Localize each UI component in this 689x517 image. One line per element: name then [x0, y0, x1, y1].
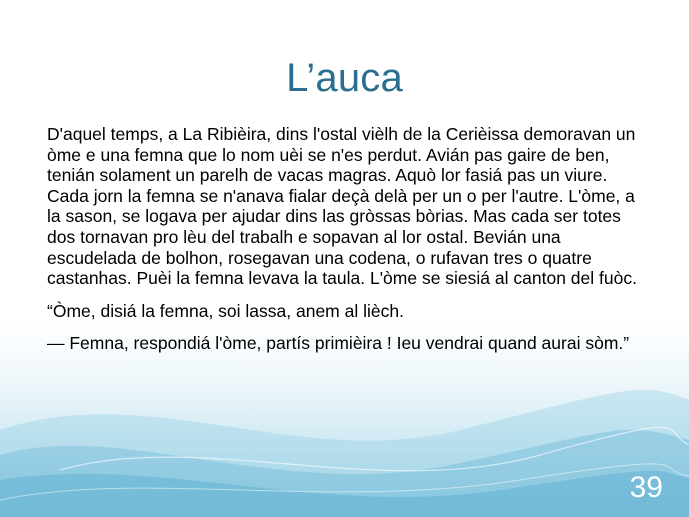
page-number: 39 [629, 471, 663, 504]
paragraph-quote-wife: “Òme, disiá la femna, soi lassa, anem al lièch. [47, 300, 404, 321]
paragraph-quote-husband: — Femna, respondiá l'òme, partís primièira ! Ieu vendrai quand aurai sòm.” [47, 333, 630, 354]
paragraph-story: D'aquel temps, a La Ribièira, dins l'ostal vièlh de la Cerièissa demoravan un òme e una femna que lo nom uèi se n'es perdut. Avián pas gaire de ben, tenián solament un parelh de vacas magras. Aquò lor fasiá pas un viure. Cada jorn la femna se n'anava fialar deçà delà per un o per l'autre. L'òme, a la sason, se logava per ajudar dins las gròssas bòrias. Mas cada ser totes dos tornavan pro lèu del trabalh e sopavan al lor ostal. Bevián una escudelada de bolhon, rosegavan una codena, o rufavan tres o quatre castanhas. Puèi la femna levava la taula. L'òme se siesiá al canton del fuòc. [47, 124, 637, 289]
slide-body [47, 124, 647, 366]
slide-title: L’auca [286, 56, 403, 100]
